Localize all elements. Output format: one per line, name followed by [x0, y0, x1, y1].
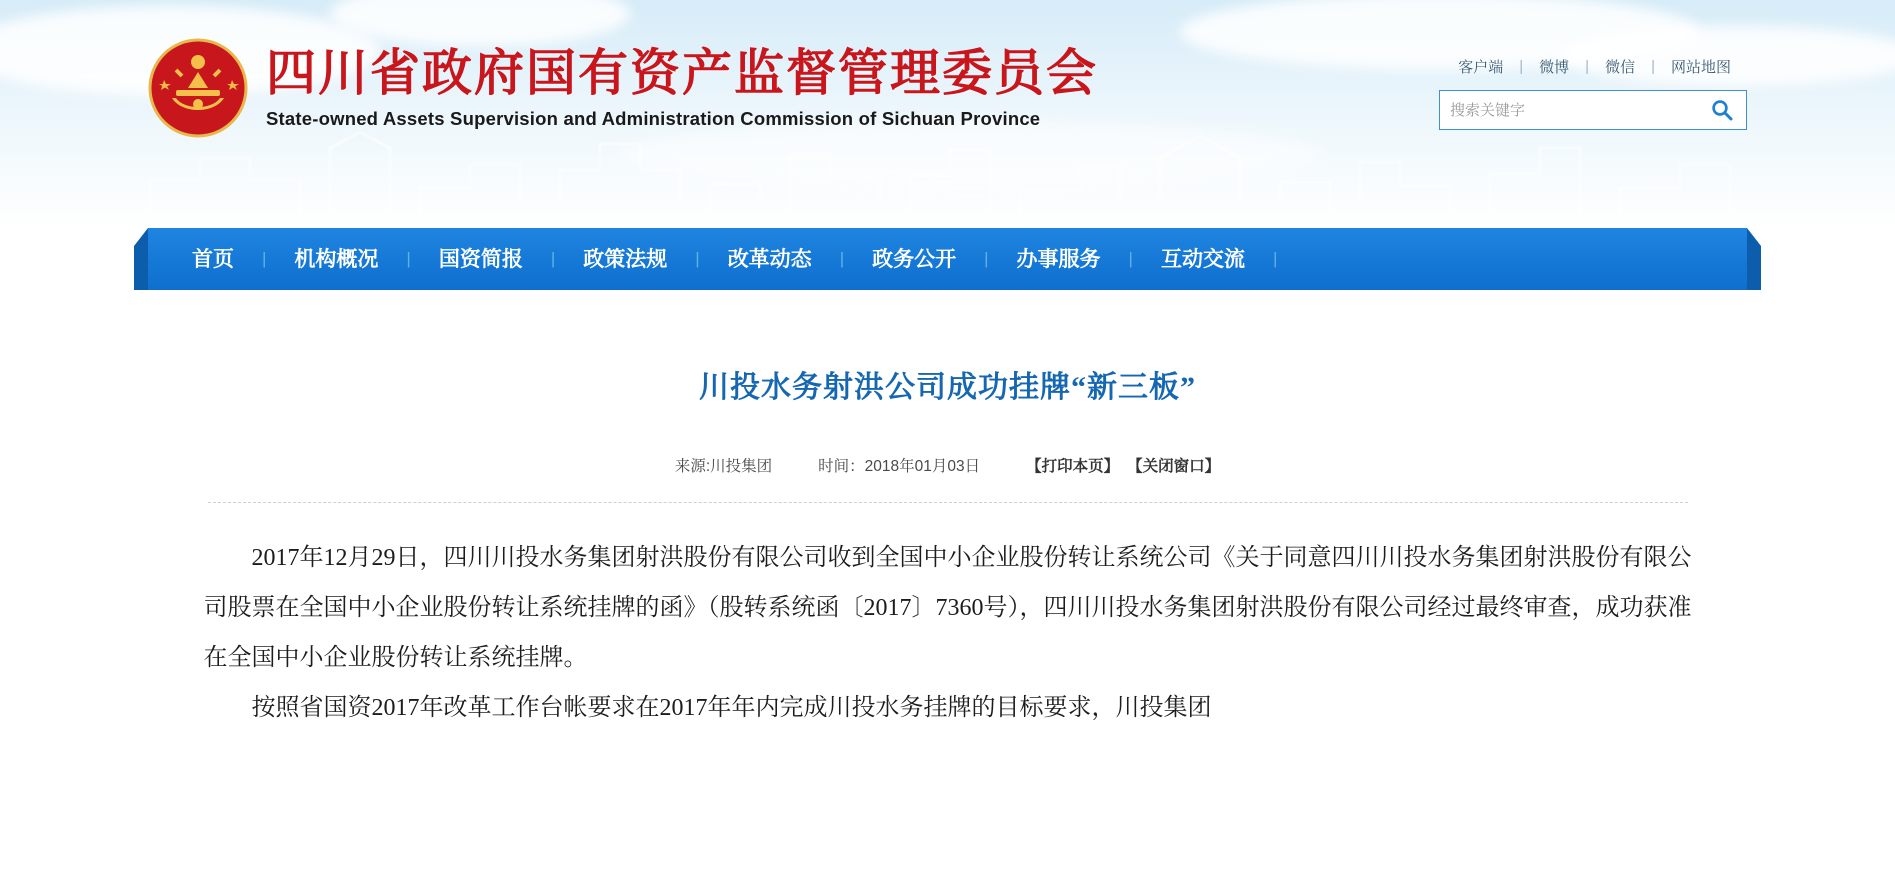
nav-separator: |: [262, 249, 267, 268]
quicklink-separator: |: [1651, 58, 1655, 75]
quicklink-client[interactable]: 客户端: [1458, 59, 1504, 76]
nav-separator: |: [550, 249, 556, 268]
print-page-link[interactable]: 【打印本页】: [1026, 458, 1120, 475]
article-body: [204, 533, 1692, 733]
site-title-en: State-owned Assets Supervision and Administration Commission of Sichuan Province: [266, 108, 1041, 129]
nav-separator: |: [1272, 249, 1278, 268]
quicklink-sitemap[interactable]: 网站地图: [1670, 59, 1731, 76]
nav-item-interaction[interactable]: 互动交流: [1160, 247, 1245, 271]
quicklink-weibo[interactable]: 微博: [1539, 59, 1570, 76]
close-window-link[interactable]: 【关闭窗口】: [1127, 458, 1221, 475]
nav-item-policy[interactable]: 政策法规: [583, 247, 668, 271]
main-navigation: [0, 228, 1895, 294]
quicklink-separator: |: [1585, 58, 1590, 75]
nav-separator: |: [1128, 249, 1133, 268]
nav-separator: |: [695, 249, 700, 268]
quick-links: [1442, 56, 1747, 77]
site-brand[interactable]: [146, 36, 1098, 140]
article-meta: [204, 454, 1692, 476]
search-icon[interactable]: [1698, 91, 1746, 129]
nav-item-organization[interactable]: 机构概况: [294, 247, 379, 271]
article-paragraph: 按照省国资2017年改革工作台帐要求在2017年年内完成川投水务挂牌的目标要求，川投集团: [251, 695, 1212, 721]
nav-separator: |: [984, 249, 989, 268]
site-header: [0, 0, 1895, 228]
nav-item-briefing[interactable]: 国资简报: [438, 247, 523, 271]
nav-separator: |: [406, 249, 411, 268]
nav-item-reform[interactable]: 改革动态: [727, 247, 812, 271]
site-title-cn: 四川省政府国有资产监督管理委员会: [266, 45, 1098, 101]
page-title: 川投水务射洪公司成功挂牌“新三板”: [699, 371, 1196, 404]
nav-item-disclosure[interactable]: 政务公开: [872, 247, 957, 271]
search-box[interactable]: [1439, 90, 1747, 130]
national-emblem-icon: [146, 36, 250, 140]
quicklink-separator: |: [1519, 58, 1524, 75]
article-paragraph: 2017年12月29日，四川川投水务集团射洪股份有限公司收到全国中小企业股份转让系统公司《关于同意四川川投水务集团射洪股份有限公司股票在全国中小企业股份转让系统挂牌的函》（股转系统函〔2017〕7360号），四川川投水务集团射洪股份有限公司经过最终审查，成功获准在全国中小企业股份转让系统挂牌。: [203, 545, 1692, 671]
meta-divider: [208, 502, 1688, 503]
nav-item-services[interactable]: 办事服务: [1016, 247, 1101, 271]
article-date: 时间：2018年01月03日: [818, 458, 981, 475]
article-container: [148, 300, 1748, 733]
nav-separator: |: [839, 249, 845, 268]
quicklink-wechat[interactable]: 微信: [1605, 59, 1636, 76]
page-content: [0, 294, 1895, 733]
nav-item-home[interactable]: 首页: [192, 247, 234, 271]
article-source: 来源:川投集团: [674, 458, 773, 475]
search-input[interactable]: [1440, 91, 1698, 129]
